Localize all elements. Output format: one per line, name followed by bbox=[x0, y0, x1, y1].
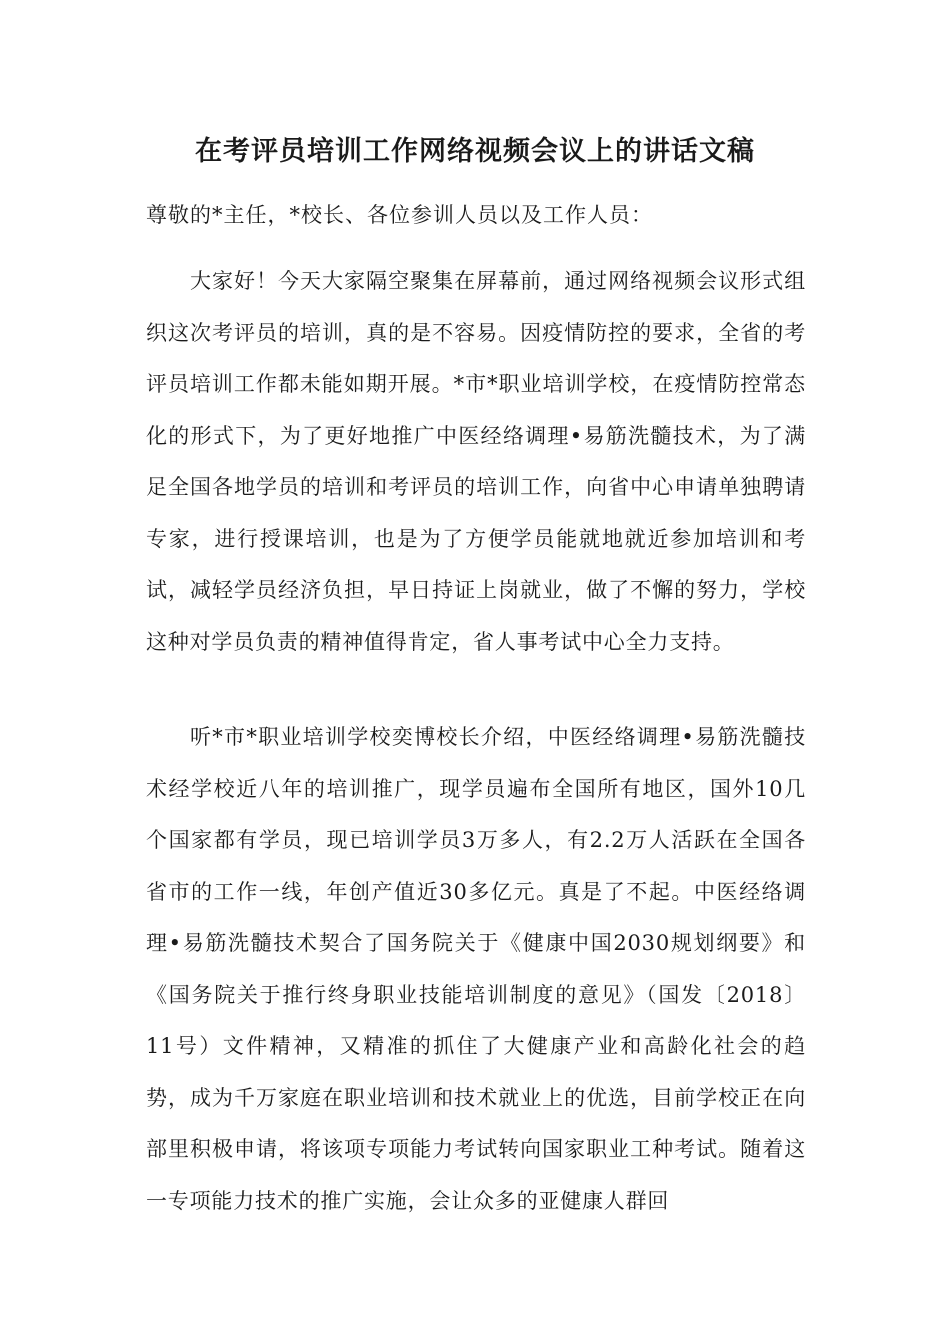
document-title: 在考评员培训工作网络视频会议上的讲话文稿 bbox=[195, 136, 755, 167]
paragraph-2: 听*市*职业培训学校奕博校长介绍，中医经络调理•易筋洗髓技术经学校近八年的培训推广，现学员遍布全国所有地区，国外10几个国家都有学员，现已培训学员3万多人，有2.2万人活跃在全国各省市的工作一线，年创产值近30多亿元。真是了不起。中医经络调理•易筋洗髓技术契合了国务院关于《健康中国2030规划纲要》和《国务院关于推行终身职业技能培训制度的意见》（国发〔2018〕11号）文件精神，又精准的抓住了大健康产业和高龄化社会的趋势，成为千万家庭在职业培训和技术就业上的优选，目前学校正在向部里积极申请，将该项专项能力考试转向国家职业工种考试。随着这一专项能力技术的推广实施，会让众多的亚健康人群回 bbox=[146, 725, 806, 1213]
salutation: 尊敬的*主任，*校长、各位参训人员以及工作人员： bbox=[146, 203, 653, 227]
paragraph-1: 大家好！今天大家隔空聚集在屏幕前，通过网络视频会议形式组织这次考评员的培训，真的是不容易。因疫情防控的要求，全省的考评员培训工作都未能如期开展。*市*职业培训学校，在疫情防控常态化的形式下，为了更好地推广中医经络调理•易筋洗髓技术，为了满足全国各地学员的培训和考评员的培训工作，向省中心申请单独聘请专家，进行授课培训，也是为了方便学员能就地就近参加培训和考试，减轻学员经济负担，早日持证上岗就业，做了不懈的努力，学校这种对学员负责的精神值得肯定，省人事考试中心全力支持。 bbox=[146, 269, 806, 654]
